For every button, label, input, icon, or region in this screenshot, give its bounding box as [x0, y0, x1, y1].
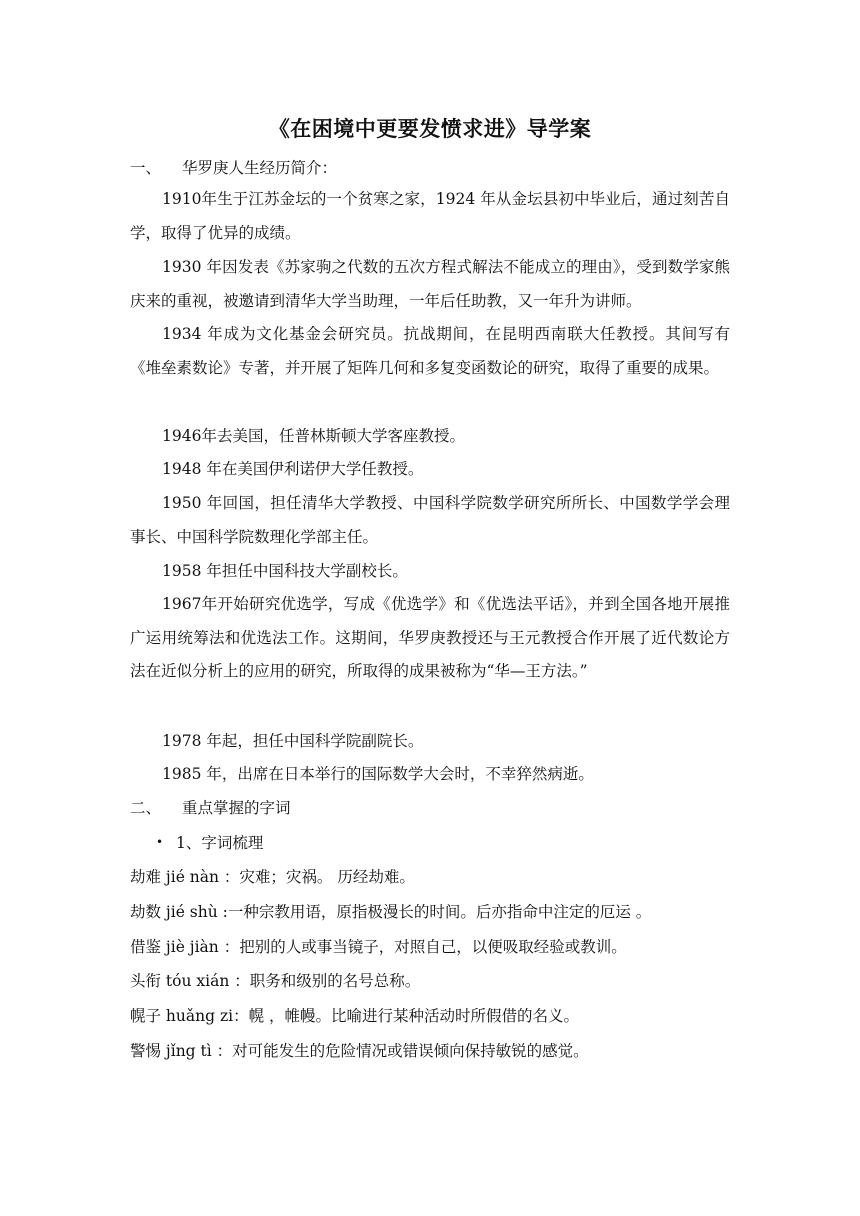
paragraph: 1930 年因发表《苏家驹之代数的五次方程式解法不能成立的理由》，受到数学家熊庆来的重视，被邀请到清华大学当助理，一年后任助教，又一年升为讲师。: [130, 258, 730, 310]
vocab-item: 头衔 tóu xián ：职务和级别的名号总称。: [130, 972, 421, 990]
vocab-item: 幌子 huǎng zi：幌 ，帷幔。比喻进行某种活动时所假借的名义。: [130, 1007, 580, 1025]
vocab-item: 借鉴 jiè jiàn ：把别的人或事当镜子，对照自己，以便吸取经验或教训。: [130, 938, 627, 956]
paragraph: 1910年生于江苏金坛的一个贫寒之家，1924 年从金坛县初中毕业后，通过刻苦自学，取得了优异的成绩。: [130, 190, 730, 242]
paragraph: 1948 年在美国伊利诺伊大学任教授。: [162, 460, 424, 478]
section-heading-1: [130, 157, 337, 179]
vocab-item: 警惕 jǐng tì ：对可能发生的危险情况或错误倾向保持敏锐的感觉。: [130, 1042, 589, 1060]
section-number: 一、: [130, 159, 162, 177]
subsection-heading: [156, 831, 263, 854]
document-title: 《在困境中更要发愤求进》导学案: [268, 116, 592, 141]
paragraph: 1958 年担任中国科技大学副校长。: [162, 562, 408, 580]
vocab-item: 劫数 jié shù :一种宗教用语，原指极漫长的时间。后亦指命中注定的厄运 。: [130, 903, 652, 921]
bullet-icon: •: [156, 835, 164, 849]
paragraph: 1978 年起，担任中国科学院副院长。: [162, 732, 424, 750]
subsection-title: 1、字词梳理: [176, 834, 264, 852]
paragraph: 1934 年成为文化基金会研究员。抗战期间，在昆明西南联大任教授。其间写有《堆垒素数论》专著，并开展了矩阵几何和多复变函数论的研究，取得了重要的成果。: [130, 325, 730, 377]
paragraph: 1950 年回国，担任清华大学教授、中国科学院数学研究所所长、中国数学学会理事长、中国科学院数理化学部主任。: [130, 494, 730, 546]
paragraph: 1967年开始研究优选学，写成《优选学》和《优选法平话》，并到全国各地开展推广运用统筹法和优选法工作。这期间，华罗庚教授还与王元教授合作开展了近代数论方法在近似分析上的应用的研究，所取得的成果被称为“华—王方法。”: [130, 595, 730, 680]
section-number: 二、: [130, 799, 162, 817]
paragraph: 1985 年，出席在日本举行的国际数学大会时，不幸猝然病逝。: [162, 765, 594, 783]
section-heading-2: [130, 797, 291, 819]
section-title: 重点掌握的字词: [182, 799, 291, 817]
section-title: 华罗庚人生经历简介：: [182, 159, 338, 177]
paragraph: 1946年去美国，任普林斯顿大学客座教授。: [162, 427, 465, 445]
vocab-item: 劫难 jié nàn ：灾难；灾祸。 历经劫难。: [130, 868, 415, 886]
